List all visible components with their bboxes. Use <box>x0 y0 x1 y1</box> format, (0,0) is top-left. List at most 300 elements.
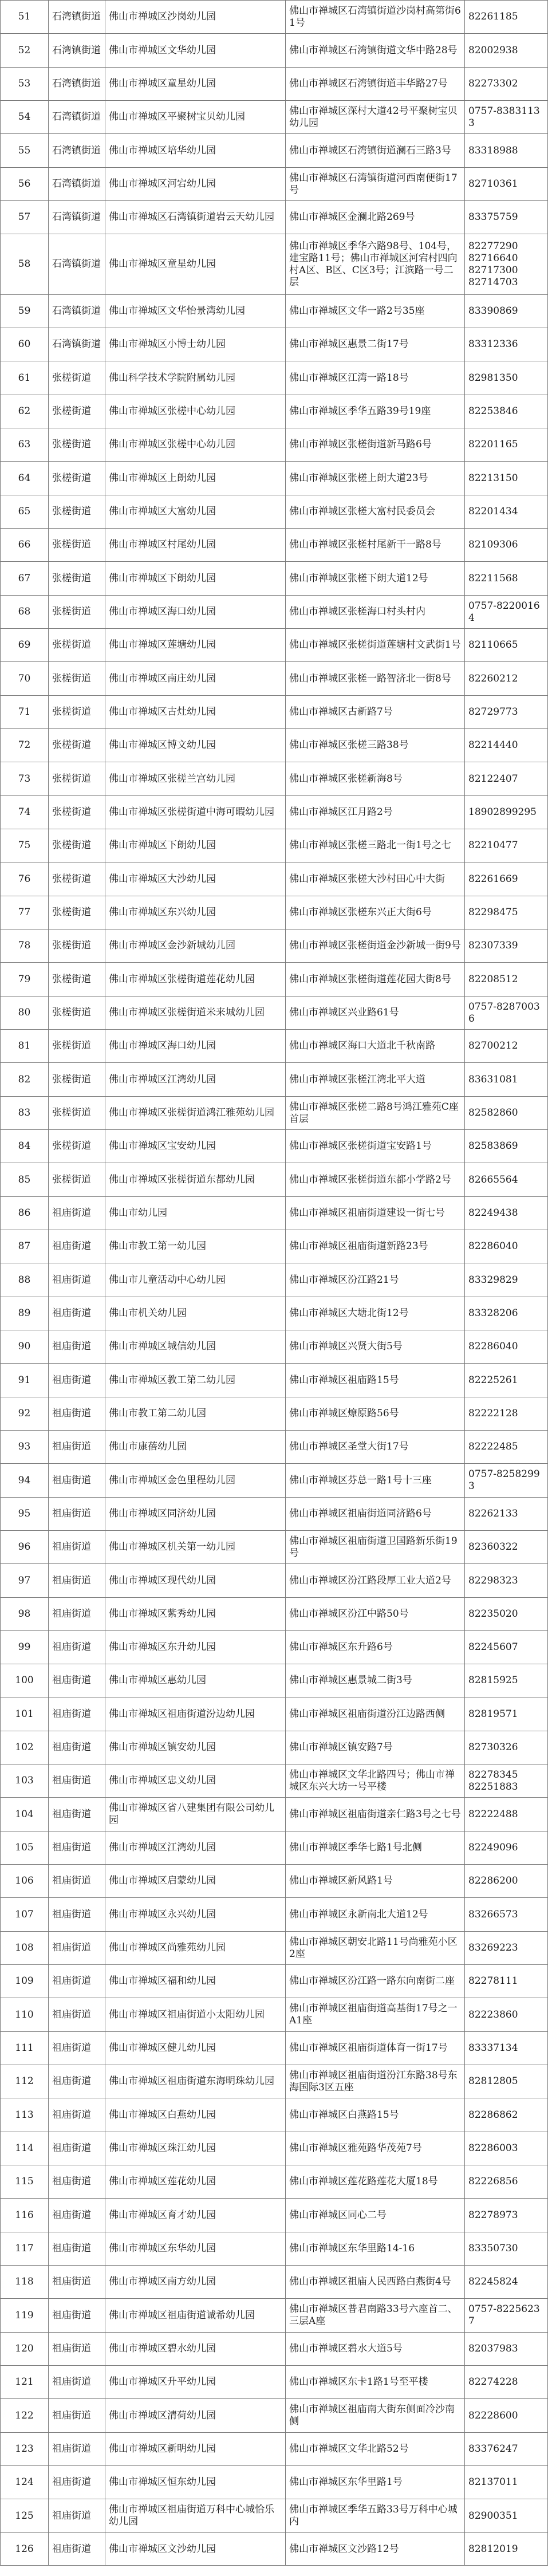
cell-text: 祖庙街道 <box>52 2008 91 2020</box>
cell-text: 祖庙街道 <box>52 2443 91 2455</box>
address-cell <box>286 2399 464 2432</box>
cell-text: 张槎街道 <box>52 439 91 450</box>
row-number-cell <box>1 696 48 728</box>
cell-text: 90 <box>18 1341 31 1352</box>
kindergarten-name-cell <box>105 596 285 628</box>
cell-text: 祖庙街道 <box>52 2176 91 2187</box>
phone-cell <box>465 495 548 528</box>
street-cell <box>49 662 105 695</box>
cell-text: 佛山市禅城区同济幼儿园 <box>109 1508 216 1519</box>
cell-text: 61 <box>18 372 31 384</box>
address-cell <box>286 101 464 133</box>
cell-text: 祖庙街道 <box>52 2209 91 2221</box>
cell-text: 82260212 <box>468 672 518 684</box>
phone-cell <box>465 395 548 428</box>
street-cell <box>49 1030 105 1062</box>
cell-text: 佛山市禅城区祖庙街道亲仁路3号之七号 <box>289 1808 461 1820</box>
street-cell <box>49 1531 105 1563</box>
kindergarten-name-cell <box>105 1397 285 1430</box>
street-cell <box>49 1564 105 1597</box>
cell-text: 佛山市禅城区金沙新城幼儿园 <box>109 940 235 951</box>
phone-cell <box>465 2533 548 2566</box>
phone-cell <box>465 2199 548 2232</box>
cell-text: 张槎街道 <box>52 639 91 651</box>
street-cell <box>49 2299 105 2332</box>
phone-cell <box>465 1197 548 1230</box>
cell-text: 祖庙街道 <box>52 1975 91 1987</box>
phone-cell <box>465 428 548 461</box>
kindergarten-name-cell <box>105 1564 285 1597</box>
cell-text: 祖庙街道 <box>52 2075 91 2087</box>
street-cell <box>49 2499 105 2532</box>
cell-text: 祖庙街道 <box>52 2109 91 2121</box>
street-cell <box>49 1263 105 1297</box>
phone-cell <box>465 762 548 795</box>
cell-text: 83312336 <box>468 338 518 350</box>
street-cell <box>49 1631 105 1664</box>
row-number-cell <box>1 562 48 595</box>
cell-text: 91 <box>18 1374 31 1386</box>
cell-text: 佛山市禅城区江月路2号 <box>289 806 393 818</box>
phone-cell <box>465 896 548 929</box>
row-number-cell <box>1 495 48 528</box>
cell-text: 102 <box>15 1742 34 1753</box>
phone-cell <box>465 1831 548 1864</box>
cell-text: 佛山市禅城区朝安北路11号尚雅苑小区2座 <box>289 1936 458 1960</box>
cell-text: 佛山市禅城区白燕路15号 <box>289 2109 399 2121</box>
phone-cell <box>465 2433 548 2465</box>
cell-text: 113 <box>15 2109 34 2121</box>
cell-text: 张槎街道 <box>52 873 91 885</box>
cell-text: 佛山市禅城区汾江路一路东向南街二座 <box>289 1975 455 1987</box>
address-cell <box>286 1598 464 1630</box>
street-cell <box>49 1397 105 1430</box>
row-number-cell <box>1 1631 48 1664</box>
street-cell <box>49 328 105 361</box>
street-cell <box>49 596 105 628</box>
cell-text: 佛山市禅城区文沙幼儿园 <box>109 2543 216 2555</box>
row-number-cell <box>1 2132 48 2165</box>
cell-text: 佛山市禅城区张槎下朗大道12号 <box>289 572 428 584</box>
cell-text: 92 <box>18 1408 31 1419</box>
kindergarten-name-cell <box>105 462 285 495</box>
cell-text: 祖庙街道 <box>52 1374 91 1386</box>
kindergarten-name-cell <box>105 1631 285 1664</box>
cell-text: 佛山市禅城区东华幼儿园 <box>109 2243 216 2254</box>
kindergarten-name-cell <box>105 1464 285 1497</box>
cell-text: 佛山市禅城区海口幼儿园 <box>109 1040 216 1051</box>
cell-text: 佛山市禅城区碧水大道5号 <box>289 2343 403 2354</box>
address-cell <box>286 34 464 67</box>
row-number-cell <box>1 529 48 561</box>
cell-text: 82261669 <box>468 873 518 885</box>
cell-text: 83631081 <box>468 1073 518 1085</box>
cell-text: 佛山市禅城区文华北路四号；佛山市禅城区东兴大坊一号平楼 <box>289 1768 455 1793</box>
cell-text: 祖庙街道 <box>52 2543 91 2555</box>
street-cell <box>49 529 105 561</box>
cell-text: 佛山市禅城区紫秀幼儿园 <box>109 1608 216 1620</box>
cell-text: 佛山市幼儿园 <box>109 1207 167 1219</box>
cell-text: 101 <box>15 1708 34 1720</box>
cell-text: 佛山市禅城区永新南北大道12号 <box>289 1908 428 1920</box>
cell-text: 94 <box>18 1474 31 1486</box>
address-cell <box>286 896 464 929</box>
address-cell <box>286 2232 464 2265</box>
cell-text: 82201165 <box>468 439 518 450</box>
kindergarten-name-cell <box>105 2333 285 2365</box>
cell-text: 佛山市禅城区张槎东兴正大街6号 <box>289 907 432 918</box>
cell-text: 83390869 <box>468 305 518 317</box>
cell-text: 89 <box>18 1307 31 1319</box>
cell-text: 82208512 <box>468 973 518 985</box>
row-number-cell <box>1 1865 48 1897</box>
cell-text: 佛山市禅城区祖庙街道卫国路新乐街19号 <box>289 1535 458 1559</box>
row-number-cell <box>1 1598 48 1630</box>
address-cell <box>286 529 464 561</box>
cell-text: 82900351 <box>468 2510 518 2522</box>
cell-text: 82981350 <box>468 372 518 384</box>
cell-text: 佛山市禅城区祖庙街道体育一街17号 <box>289 2042 448 2054</box>
cell-text: 石湾镇街道 <box>52 178 101 190</box>
cell-text: 82211568 <box>468 572 518 584</box>
kindergarten-name-cell <box>105 428 285 461</box>
row-number-cell <box>1 596 48 628</box>
cell-text: 佛山市禅城区东升路6号 <box>289 1641 393 1653</box>
cell-text: 佛山市禅城区博文幼儿园 <box>109 739 216 751</box>
row-number-cell <box>1 1764 48 1797</box>
kindergarten-name-cell <box>105 234 285 294</box>
cell-text: 佛山市禅城区东华里路14-16 <box>289 2243 415 2254</box>
street-cell <box>49 2165 105 2198</box>
cell-text: 张槎街道 <box>52 1007 91 1018</box>
cell-text: 82286040 <box>468 1240 518 1252</box>
kindergarten-name-cell <box>105 1097 285 1129</box>
cell-text: 82037983 <box>468 2343 518 2354</box>
address-cell <box>286 996 464 1029</box>
kindergarten-name-cell <box>105 361 285 395</box>
phone-cell <box>465 2098 548 2132</box>
cell-text: 80 <box>18 1007 31 1018</box>
street-cell <box>49 1798 105 1831</box>
street-cell <box>49 1364 105 1397</box>
cell-text: 佛山市禅城区南庄幼儿园 <box>109 672 216 684</box>
phone-cell <box>465 2333 548 2365</box>
address-cell <box>286 929 464 962</box>
street-cell <box>49 1764 105 1797</box>
kindergarten-name-cell <box>105 2433 285 2465</box>
cell-text: 82286862 <box>468 2109 518 2121</box>
cell-text: 70 <box>18 672 31 684</box>
kindergarten-name-cell <box>105 1697 285 1731</box>
phone-cell <box>465 1664 548 1697</box>
street-cell <box>49 2098 105 2132</box>
phone-cell <box>465 1764 548 1797</box>
kindergarten-name-cell <box>105 1030 285 1062</box>
cell-text: 59 <box>18 305 31 317</box>
address-cell <box>286 2165 464 2198</box>
street-cell <box>49 1197 105 1230</box>
row-number-cell <box>1 796 48 829</box>
cell-text: 佛山市禅城区石湾镇街道文华中路28号 <box>289 44 458 56</box>
kindergarten-name-cell <box>105 1664 285 1697</box>
address-cell <box>286 328 464 361</box>
phone-cell <box>465 1731 548 1764</box>
cell-text: 佛山市禅城区祖庙南大街东侧面冷沙南侧 <box>289 2404 455 2427</box>
kindergarten-name-cell <box>105 1731 285 1764</box>
cell-text: 93 <box>18 1441 31 1452</box>
cell-text: 0757-82582993 <box>468 1468 540 1492</box>
cell-text: 佛山市禅城区张槎街道莲花园大街8号 <box>289 973 451 985</box>
cell-text: 祖庙街道 <box>52 1775 91 1786</box>
street-cell <box>49 2333 105 2365</box>
phone-cell <box>465 1631 548 1664</box>
phone-cell <box>465 2065 548 2098</box>
cell-text: 张槎街道 <box>52 940 91 951</box>
cell-text: 佛山市禅城区福和幼儿园 <box>109 1975 216 1987</box>
cell-text: 佛山市禅城区祖庙街道汾边幼儿园 <box>109 1708 255 1720</box>
cell-text: 82225261 <box>468 1374 518 1386</box>
cell-text: 石湾镇街道 <box>52 338 101 350</box>
cell-text: 0757-83831133 <box>468 105 540 129</box>
row-number-cell <box>1 2032 48 2065</box>
cell-text: 张槎街道 <box>52 806 91 818</box>
cell-text: 祖庙街道 <box>52 1641 91 1653</box>
phone-cell <box>465 34 548 67</box>
address-cell <box>286 1364 464 1397</box>
phone-cell <box>465 1865 548 1897</box>
row-number-cell <box>1 1163 48 1196</box>
street-cell <box>49 428 105 461</box>
cell-text: 83376247 <box>468 2443 518 2455</box>
cell-text: 佛山市禅城区河宕幼儿园 <box>109 178 216 190</box>
street-cell <box>49 1330 105 1363</box>
street-cell <box>49 696 105 728</box>
cell-text: 佛山市儿童活动中心幼儿园 <box>109 1274 226 1286</box>
cell-text: 佛山市禅城区新风路1号 <box>289 1875 393 1886</box>
phone-cell <box>465 1464 548 1497</box>
cell-text: 佛山市禅城区芬总一路1号十三座 <box>289 1474 432 1486</box>
row-number-cell <box>1 2098 48 2132</box>
address-cell <box>286 2433 464 2465</box>
cell-text: 69 <box>18 639 31 651</box>
row-number-cell <box>1 1731 48 1764</box>
cell-text: 祖庙街道 <box>52 1541 91 1553</box>
cell-text: 78 <box>18 940 31 951</box>
street-cell <box>49 295 105 328</box>
address-cell <box>286 428 464 461</box>
cell-text: 祖庙街道 <box>52 2376 91 2388</box>
phone-cell <box>465 1697 548 1731</box>
row-number-cell <box>1 462 48 495</box>
kindergarten-name-cell <box>105 562 285 595</box>
cell-text: 张槎街道 <box>52 739 91 751</box>
street-cell <box>49 1431 105 1463</box>
address-cell <box>286 1431 464 1463</box>
address-cell <box>286 1764 464 1797</box>
cell-text: 佛山市禅城区汾江路21号 <box>289 1274 399 1286</box>
cell-text: 石湾镇街道 <box>52 258 101 270</box>
cell-text: 佛山市禅城区升平幼儿园 <box>109 2376 216 2388</box>
row-number-cell <box>1 2333 48 2365</box>
phone-cell <box>465 2299 548 2332</box>
cell-text: 佛山市禅城区张槎街道莲塘村文武街1号 <box>289 639 461 651</box>
cell-text: 佛山市禅城区城信幼儿园 <box>109 1341 216 1352</box>
cell-text: 张槎街道 <box>52 907 91 918</box>
cell-text: 张槎街道 <box>52 706 91 718</box>
cell-text: 82137011 <box>468 2476 518 2488</box>
street-cell <box>49 101 105 133</box>
cell-text: 祖庙街道 <box>52 1574 91 1586</box>
phone-cell <box>465 862 548 896</box>
street-cell <box>49 2132 105 2165</box>
cell-text: 佛山市禅城区石湾镇街道沙岗村高第街61号 <box>289 5 461 29</box>
cell-text: 0757-82870036 <box>468 1001 540 1025</box>
phone-cell <box>465 662 548 695</box>
phone-cell <box>465 2132 548 2165</box>
phone-cell <box>465 295 548 328</box>
cell-text: 佛山市禅城区文沙路12号 <box>289 2543 399 2555</box>
cell-text: 120 <box>15 2343 34 2354</box>
cell-text: 佛山市禅城区张槎三路38号 <box>289 739 409 751</box>
cell-text: 祖庙街道 <box>52 1908 91 1920</box>
cell-text: 75 <box>18 840 31 851</box>
cell-text: 张槎街道 <box>52 1073 91 1085</box>
cell-text: 祖庙街道 <box>52 1742 91 1753</box>
phone-cell <box>465 68 548 100</box>
cell-text: 98 <box>18 1608 31 1620</box>
cell-text: 佛山市禅城区张槎街道中海可暇幼儿园 <box>109 806 274 818</box>
cell-text: 佛山市禅城区尚雅苑幼儿园 <box>109 1942 226 1953</box>
cell-text: 82815925 <box>468 1675 518 1686</box>
row-number-cell <box>1 929 48 962</box>
cell-text: 佛山市禅城区古新路7号 <box>289 706 393 718</box>
cell-text: 佛山市禅城区石湾镇街道澜石三路3号 <box>289 144 451 156</box>
cell-text: 84 <box>18 1140 31 1152</box>
cell-text: 佛山市禅城区张槎中心幼儿园 <box>109 439 235 450</box>
cell-text: 88 <box>18 1274 31 1286</box>
cell-text: 66 <box>18 539 31 550</box>
cell-text: 佛山市禅城区祖庙街道高基街17号之一A1座 <box>289 2003 458 2026</box>
phone-cell <box>465 361 548 395</box>
address-cell <box>286 2299 464 2332</box>
cell-text: 82262133 <box>468 1508 518 1519</box>
cell-text: 60 <box>18 338 31 350</box>
cell-text: 76 <box>18 873 31 885</box>
cell-text: 51 <box>18 11 31 22</box>
cell-text: 佛山市禅城区育才幼儿园 <box>109 2209 216 2221</box>
phone-cell <box>465 328 548 361</box>
cell-text: 佛山市禅城区文华一路2号35座 <box>289 305 425 317</box>
address-cell <box>286 201 464 234</box>
street-cell <box>49 1998 105 2031</box>
row-number-cell <box>1 762 48 795</box>
cell-text: 82222485 <box>468 1441 518 1452</box>
cell-text: 佛山市禅城区下朗幼儿园 <box>109 840 216 851</box>
cell-text: 67 <box>18 572 31 584</box>
cell-text: 82307339 <box>468 940 518 951</box>
cell-text: 82249096 <box>468 1842 518 1853</box>
cell-text: 81 <box>18 1040 31 1051</box>
cell-text: 佛山市禅城区张槎海口村头村内 <box>289 606 425 617</box>
phone-cell <box>465 929 548 962</box>
cell-text: 68 <box>18 606 31 617</box>
street-cell <box>49 1464 105 1497</box>
address-cell <box>286 1697 464 1731</box>
row-number-cell <box>1 295 48 328</box>
kindergarten-name-cell <box>105 629 285 661</box>
cell-text: 佛山市禅城区南方幼儿园 <box>109 2276 216 2287</box>
cell-text: 佛山市禅城区启蒙幼儿园 <box>109 1875 216 1886</box>
kindergarten-name-cell <box>105 963 285 996</box>
street-cell <box>49 2366 105 2398</box>
row-number-cell <box>1 68 48 100</box>
phone-cell <box>465 1932 548 1964</box>
cell-text: 佛山市禅城区新明幼儿园 <box>109 2443 216 2455</box>
cell-text: 56 <box>18 178 31 190</box>
cell-text: 佛山市禅城区季华七路1号北侧 <box>289 1842 422 1853</box>
cell-text: 祖庙街道 <box>52 2343 91 2354</box>
cell-text: 佛山市禅城区张槎中心幼儿园 <box>109 405 235 417</box>
cell-text: 佛山市禅城区惠景城二街3号 <box>289 1675 412 1686</box>
kindergarten-name-cell <box>105 134 285 167</box>
cell-text: 82226856 <box>468 2176 518 2187</box>
row-number-cell <box>1 1664 48 1697</box>
cell-text: 82109306 <box>468 539 518 550</box>
row-number-cell <box>1 234 48 294</box>
address-cell <box>286 596 464 628</box>
street-cell <box>49 1932 105 1964</box>
address-cell <box>286 1297 464 1330</box>
address-cell <box>286 1130 464 1163</box>
kindergarten-name-cell <box>105 2299 285 2332</box>
address-cell <box>286 629 464 661</box>
cell-text: 123 <box>15 2443 34 2455</box>
kindergarten-name-cell <box>105 1598 285 1630</box>
cell-text: 106 <box>15 1875 34 1886</box>
cell-text: 54 <box>18 111 31 123</box>
address-cell <box>286 1664 464 1697</box>
street-cell <box>49 1965 105 1998</box>
cell-text: 佛山市禅城区沙岗幼儿园 <box>109 11 216 22</box>
cell-text: 115 <box>15 2176 34 2187</box>
address-cell <box>286 168 464 200</box>
cell-text: 祖庙街道 <box>52 2276 91 2287</box>
cell-text: 祖庙街道 <box>52 1675 91 1686</box>
cell-text: 佛山市禅城区大富幼儿园 <box>109 506 216 517</box>
cell-text: 83329829 <box>468 1274 518 1286</box>
kindergarten-name-cell <box>105 2499 285 2532</box>
phone-cell <box>465 1163 548 1196</box>
cell-text: 佛山市禅城区东华里路1号 <box>289 2476 403 2488</box>
phone-cell <box>465 829 548 862</box>
cell-text: 佛山市禅城区大塘北街12号 <box>289 1307 409 1319</box>
street-cell <box>49 34 105 67</box>
row-number-cell <box>1 2399 48 2432</box>
address-cell <box>286 2333 464 2365</box>
address-cell <box>286 1865 464 1897</box>
cell-text: 佛山市禅城区惠景二街17号 <box>289 338 409 350</box>
cell-text: 107 <box>15 1908 34 1920</box>
cell-text: 58 <box>18 258 31 270</box>
street-cell <box>49 68 105 100</box>
phone-cell <box>465 2366 548 2398</box>
cell-text: 佛山市禅城区祖庙街道建设一街七号 <box>289 1207 445 1219</box>
phone-cell <box>465 696 548 728</box>
cell-text: 张槎街道 <box>52 606 91 617</box>
cell-text: 张槎街道 <box>52 672 91 684</box>
phone-cell <box>465 1798 548 1831</box>
cell-text: 祖庙街道 <box>52 1708 91 1720</box>
